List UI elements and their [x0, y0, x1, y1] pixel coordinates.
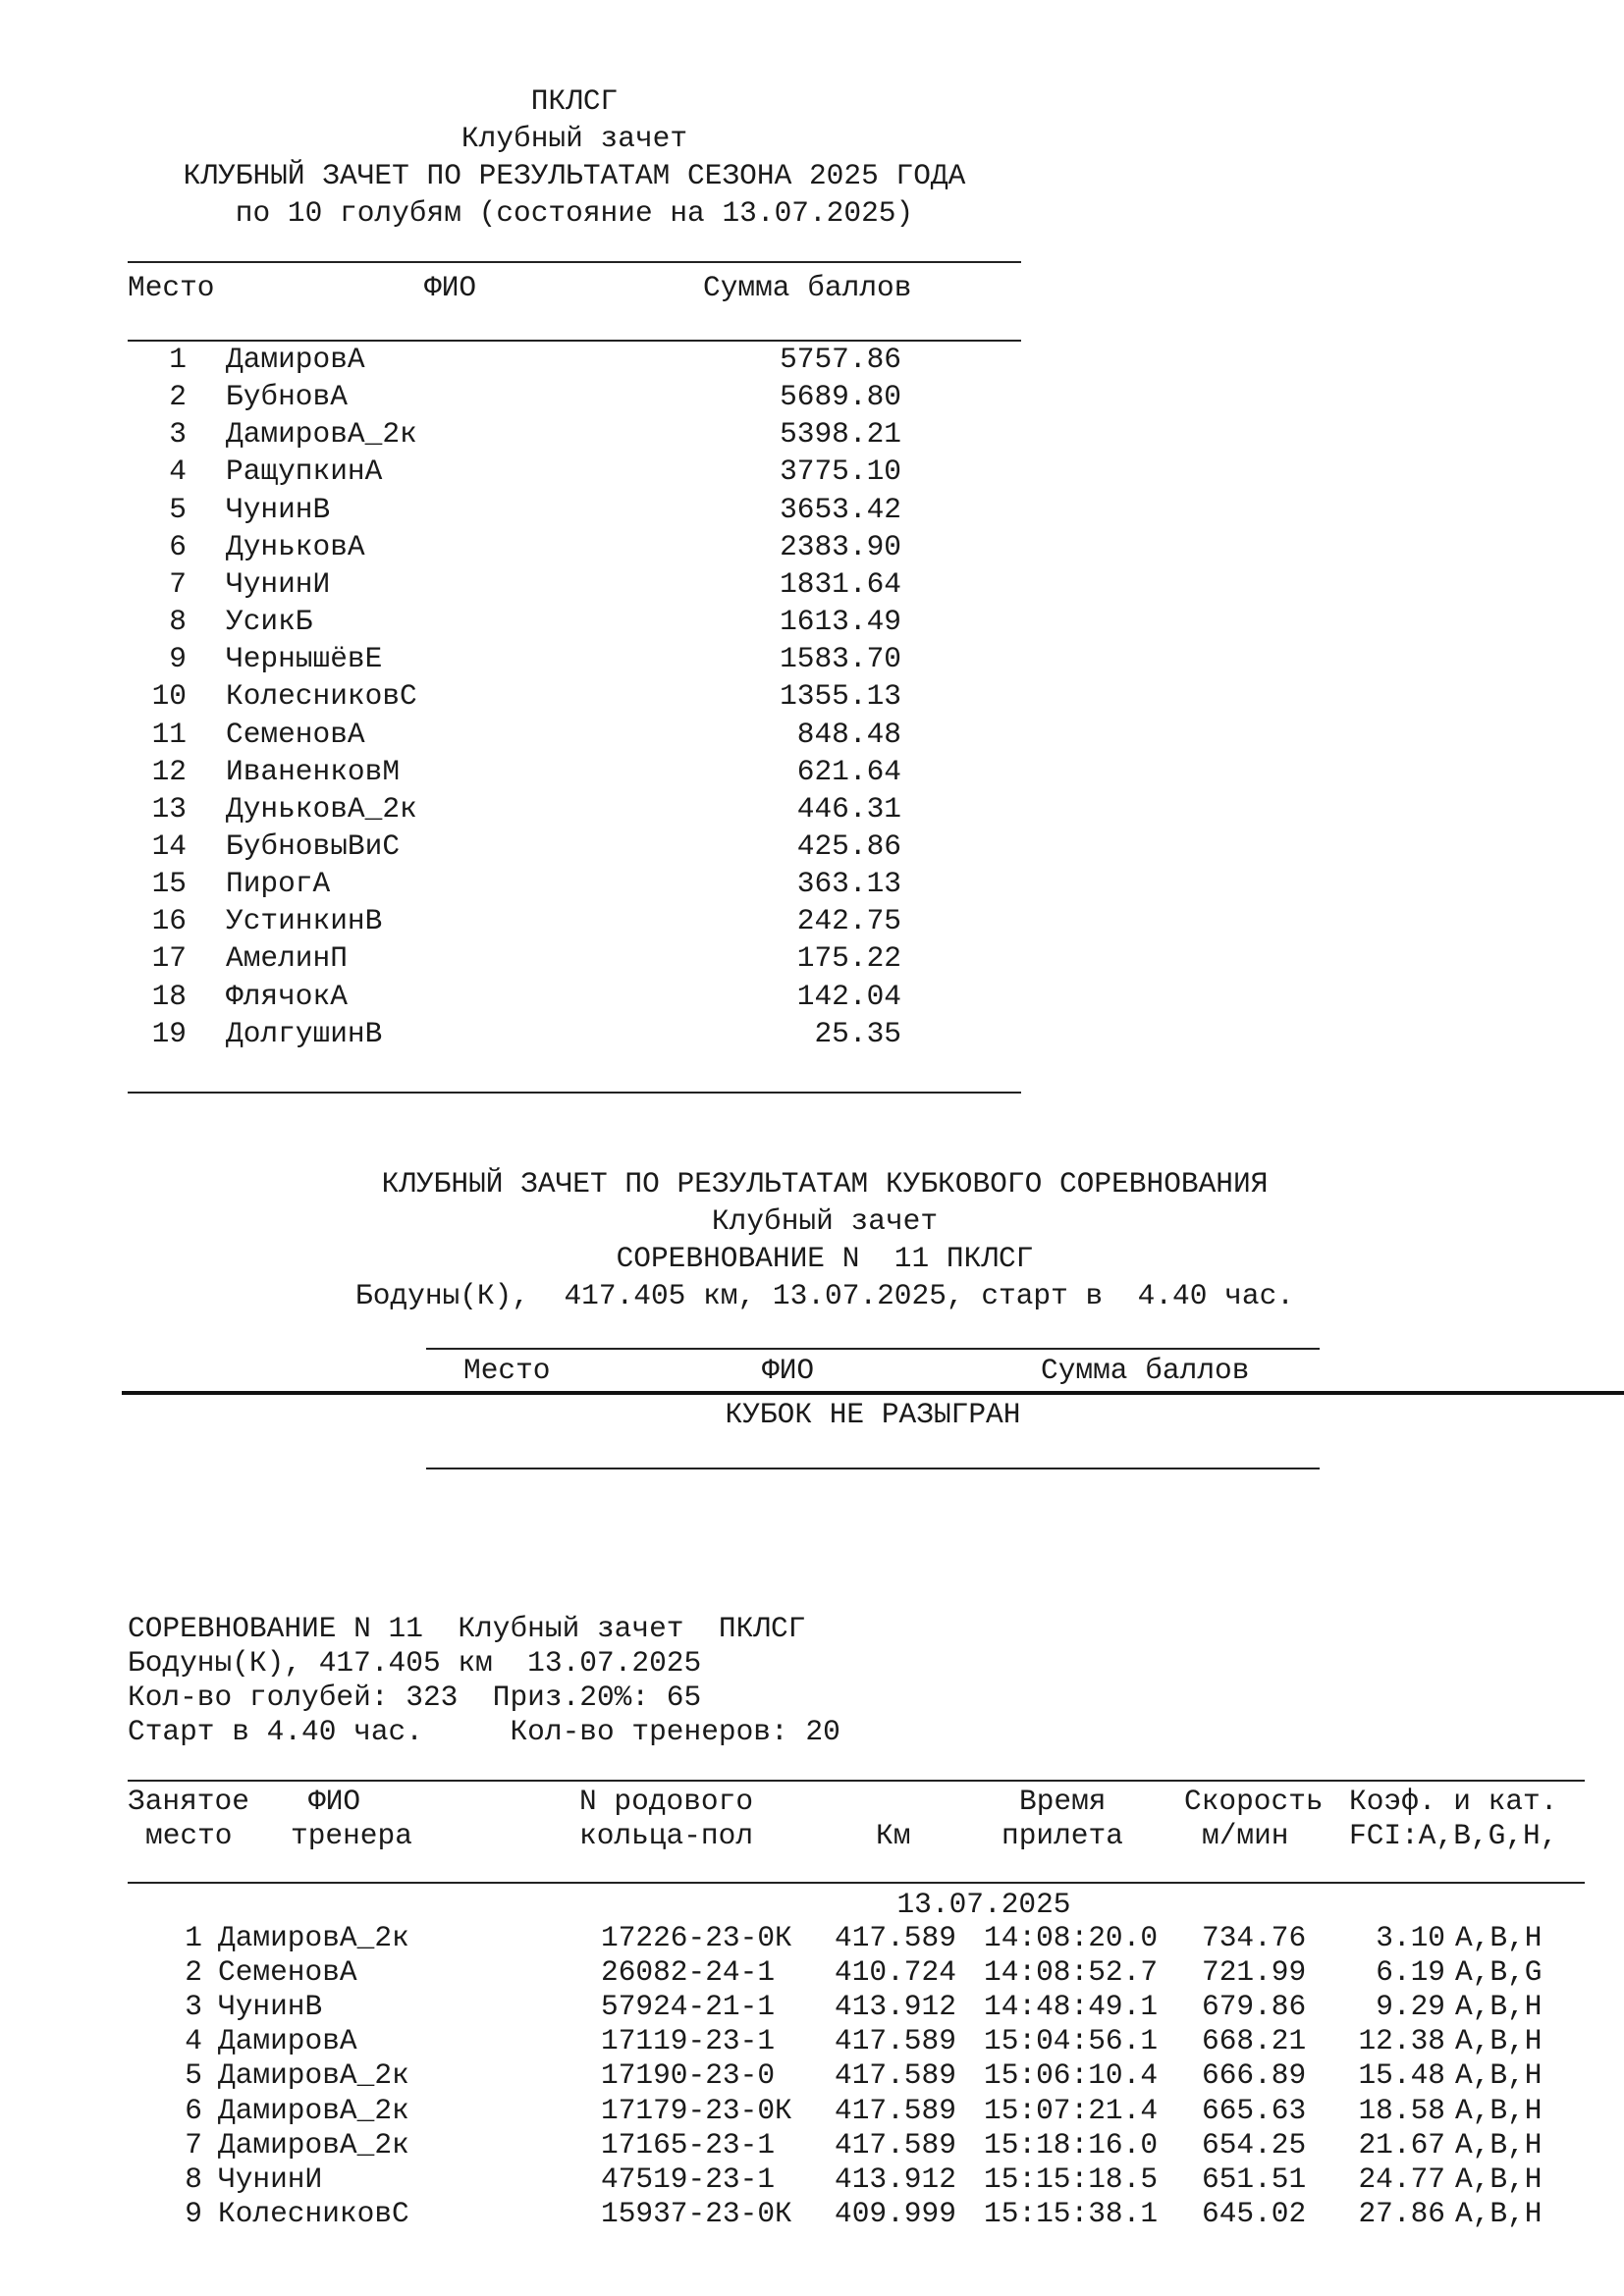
- season-row-score: 5398.21: [780, 417, 901, 452]
- comp-row-name: ДамировА_2к: [218, 1921, 409, 1954]
- season-row-place: 17: [151, 941, 187, 976]
- season-row: [0, 716, 1624, 753]
- comp-row-ring: 26082-24-1: [601, 1955, 776, 1990]
- cup-header-place: Место: [463, 1354, 551, 1387]
- season-row-place: 10: [151, 679, 187, 714]
- comp-header-name-2: тренера: [291, 1819, 412, 1852]
- comp-row-time: 15:04:56.1: [984, 2024, 1159, 2058]
- comp-row-ring: 17165-23-1: [601, 2127, 776, 2162]
- season-row: [0, 828, 1624, 865]
- comp-row-speed: 734.76: [1202, 1921, 1307, 1954]
- comp-row-place: 2: [185, 1955, 202, 1990]
- cup-header-score: Сумма баллов: [1041, 1354, 1250, 1387]
- comp-line3: Кол-во голубей: 323 Приз.20%: 65: [128, 1681, 702, 1714]
- comp-row-coef: 6.19: [1376, 1955, 1445, 1990]
- season-row-place: 9: [169, 642, 187, 676]
- comp-row: [0, 2092, 1624, 2126]
- comp-row: [0, 1953, 1624, 1988]
- comp-row-ring: 17179-23-0К: [601, 2093, 792, 2127]
- season-row: [0, 603, 1624, 640]
- season-row: [0, 640, 1624, 677]
- season-row-place: 7: [169, 566, 187, 601]
- comp-row-km: 417.589: [835, 2058, 956, 2093]
- comp-date: 13.07.2025: [896, 1888, 1071, 1921]
- season-row-name: ИваненковМ: [226, 754, 401, 788]
- season-row-name: ЧунинИ: [226, 566, 331, 601]
- season-title: КЛУБНЫЙ ЗАЧЕТ ПО РЕЗУЛЬТАТАМ СЕЗОНА 2025 ГОДА: [183, 159, 966, 192]
- season-row-score: 3775.10: [780, 454, 901, 489]
- cup-rule-bottom: [426, 1468, 1320, 1469]
- comp-header-km: Км: [876, 1819, 911, 1852]
- comp-row-ring: 17226-23-0К: [601, 1921, 792, 1954]
- comp-row-coef: 3.10: [1376, 1921, 1445, 1954]
- season-row: [0, 453, 1624, 490]
- comp-row-coef: 27.86: [1358, 2196, 1445, 2230]
- season-row-name: РащупкинА: [226, 454, 383, 489]
- season-header-name: ФИО: [424, 271, 477, 304]
- comp-row-ring: 17119-23-1: [601, 2024, 776, 2058]
- season-row-place: 1: [169, 343, 187, 376]
- season-row: [0, 677, 1624, 715]
- season-row-place: 13: [151, 791, 187, 826]
- season-row: [0, 565, 1624, 603]
- comp-row-name: ЧунинИ: [218, 2162, 323, 2196]
- comp-row-speed: 654.25: [1202, 2127, 1307, 2162]
- season-row-score: 446.31: [796, 791, 901, 826]
- season-row: [0, 753, 1624, 790]
- season-row-name: КолесниковС: [226, 679, 417, 714]
- season-row-place: 2: [169, 380, 187, 414]
- season-header-score: Сумма баллов: [703, 271, 912, 304]
- season-subtitle: Клубный зачет: [460, 122, 688, 155]
- comp-row-cat: А,В,Н: [1455, 2196, 1543, 2230]
- comp-row-km: 410.724: [835, 1955, 956, 1990]
- season-row-score: 142.04: [796, 979, 901, 1013]
- comp-row-place: 5: [185, 2058, 202, 2093]
- comp-row-km: 409.999: [835, 2196, 956, 2230]
- season-row: [0, 378, 1624, 415]
- season-row-score: 2383.90: [780, 529, 901, 563]
- comp-row-time: 15:15:38.1: [984, 2196, 1159, 2230]
- comp-row: [0, 2022, 1624, 2056]
- season-row-score: 175.22: [796, 941, 901, 976]
- season-row-place: 12: [151, 754, 187, 788]
- cup-rule-thick: [122, 1391, 1624, 1395]
- season-row-score: 848.48: [796, 717, 901, 751]
- comp-row-speed: 679.86: [1202, 1990, 1307, 2024]
- comp-row-name: ЧунинВ: [218, 1990, 323, 2024]
- comp-row-ring: 15937-23-0К: [601, 2196, 792, 2230]
- season-row: [0, 528, 1624, 565]
- season-row-name: ДамировА: [226, 343, 365, 376]
- comp-row-place: 4: [185, 2024, 202, 2058]
- cup-title: КЛУБНЫЙ ЗАЧЕТ ПО РЕЗУЛЬТАТАМ КУБКОВОГО СОРЕВНОВАНИЯ: [381, 1167, 1269, 1201]
- comp-row-name: ДамировА_2к: [218, 2127, 409, 2162]
- season-row-name: ФлячокА: [226, 979, 348, 1013]
- comp-header-coef-1: Коэф. и кат.: [1349, 1785, 1558, 1818]
- comp-row-cat: А,В,Н: [1455, 2024, 1543, 2058]
- comp-row-place: 7: [185, 2127, 202, 2162]
- season-row: [0, 865, 1624, 902]
- comp-row-speed: 651.51: [1202, 2162, 1307, 2196]
- season-row-score: 1831.64: [780, 566, 901, 601]
- season-row: [0, 978, 1624, 1015]
- comp-row-name: ДамировА: [218, 2024, 357, 2058]
- season-row-name: ПирогА: [226, 867, 331, 901]
- comp-row-speed: 668.21: [1202, 2024, 1307, 2058]
- season-row-name: ЧунинВ: [226, 492, 331, 526]
- comp-row-place: 8: [185, 2162, 202, 2196]
- comp-header-name-1: ФИО: [308, 1785, 361, 1818]
- season-rule-bottom: [128, 1092, 1021, 1094]
- comp-row-time: 15:06:10.4: [984, 2058, 1159, 2093]
- season-row-score: 1583.70: [780, 642, 901, 676]
- season-row-score: 25.35: [814, 1016, 901, 1050]
- comp-rule-top: [128, 1780, 1585, 1782]
- season-row-place: 18: [151, 979, 187, 1013]
- comp-header-place-2: место: [145, 1819, 233, 1852]
- season-row-name: ДолгушинВ: [226, 1016, 383, 1050]
- season-row: [0, 1015, 1624, 1052]
- comp-row-name: КолесниковС: [218, 2196, 409, 2230]
- season-row: [0, 491, 1624, 528]
- comp-row-name: ДамировА_2к: [218, 2058, 409, 2093]
- comp-row-speed: 721.99: [1202, 1955, 1307, 1990]
- cup-competition: СОРЕВНОВАНИЕ N 11 ПКЛСГ: [616, 1242, 1034, 1275]
- comp-header-time-1: Время: [1019, 1785, 1107, 1818]
- season-row: [0, 939, 1624, 977]
- season-row-place: 3: [169, 417, 187, 452]
- comp-header-speed-2: м/мин: [1202, 1819, 1289, 1852]
- comp-row: [0, 1919, 1624, 1953]
- comp-row: [0, 2056, 1624, 2091]
- season-header-place: Место: [128, 271, 215, 304]
- comp-row-cat: А,В,Н: [1455, 2058, 1543, 2093]
- comp-row-time: 15:18:16.0: [984, 2127, 1159, 2162]
- season-row-score: 5757.86: [780, 343, 901, 376]
- comp-row-cat: А,В,Н: [1455, 2127, 1543, 2162]
- comp-row: [0, 2161, 1624, 2195]
- season-row-name: ДуньковА_2к: [226, 791, 417, 826]
- comp-header-coef-2: FCI:A,B,G,H,: [1349, 1819, 1558, 1852]
- comp-row-cat: А,В,Н: [1455, 1990, 1543, 2024]
- comp-rule-header: [128, 1882, 1585, 1884]
- comp-row: [0, 2126, 1624, 2161]
- season-row-place: 5: [169, 492, 187, 526]
- season-row-place: 16: [151, 904, 187, 938]
- comp-row-time: 14:08:52.7: [984, 1955, 1159, 1990]
- comp-header-speed-1: Скорость: [1184, 1785, 1324, 1818]
- comp-row-cat: А,В,Н: [1455, 2093, 1543, 2127]
- season-row-place: 4: [169, 454, 187, 489]
- season-row: [0, 902, 1624, 939]
- comp-line4: Старт в 4.40 час. Кол-во тренеров: 20: [128, 1715, 840, 1748]
- comp-row-km: 417.589: [835, 2093, 956, 2127]
- cup-subtitle: Клубный зачет: [711, 1204, 939, 1238]
- season-row-score: 1613.49: [780, 605, 901, 639]
- comp-header-place-1: Занятое: [128, 1785, 249, 1818]
- season-row: [0, 790, 1624, 828]
- comp-row-time: 14:08:20.0: [984, 1921, 1159, 1954]
- season-row-name: ДуньковА: [226, 529, 365, 563]
- comp-row-speed: 666.89: [1202, 2058, 1307, 2093]
- season-row-name: СеменовА: [226, 717, 365, 751]
- comp-row-ring: 57924-21-1: [601, 1990, 776, 2024]
- season-row-place: 15: [151, 867, 187, 901]
- season-row-place: 19: [151, 1016, 187, 1050]
- comp-row-place: 9: [185, 2196, 202, 2230]
- season-row-name: БубновыВиС: [226, 828, 401, 863]
- comp-row-time: 14:48:49.1: [984, 1990, 1159, 2024]
- comp-header-ring-1: N родового: [579, 1785, 754, 1818]
- season-row-score: 5689.80: [780, 380, 901, 414]
- comp-header-ring-2: кольца-пол: [579, 1819, 754, 1852]
- season-row: [0, 415, 1624, 453]
- comp-row-coef: 18.58: [1358, 2093, 1445, 2127]
- comp-row: [0, 1988, 1624, 2022]
- comp-row-place: 3: [185, 1990, 202, 2024]
- comp-row-coef: 12.38: [1358, 2024, 1445, 2058]
- season-subtitle2: по 10 голубям (состояние на 13.07.2025): [235, 196, 914, 230]
- season-row-score: 3653.42: [780, 492, 901, 526]
- cup-status: КУБОК НЕ РАЗЫГРАН: [725, 1398, 1021, 1431]
- comp-row-name: ДамировА_2к: [218, 2093, 409, 2127]
- comp-row-km: 413.912: [835, 2162, 956, 2196]
- season-row-name: АмелинП: [226, 941, 348, 976]
- comp-row-cat: А,В,Н: [1455, 1921, 1543, 1954]
- comp-row-km: 417.589: [835, 2127, 956, 2162]
- comp-line2: Бодуны(К), 417.405 км 13.07.2025: [128, 1646, 702, 1680]
- season-row-score: 363.13: [796, 867, 901, 901]
- season-rule-top: [128, 261, 1021, 263]
- season-row-name: БубновА: [226, 380, 348, 414]
- comp-row-place: 1: [185, 1921, 202, 1954]
- comp-row-speed: 645.02: [1202, 2196, 1307, 2230]
- season-row-place: 11: [151, 717, 187, 751]
- season-row-place: 6: [169, 529, 187, 563]
- comp-row-km: 417.589: [835, 2024, 956, 2058]
- comp-row-coef: 15.48: [1358, 2058, 1445, 2093]
- comp-row-coef: 24.77: [1358, 2162, 1445, 2196]
- comp-row-speed: 665.63: [1202, 2093, 1307, 2127]
- comp-row-ring: 17190-23-0: [601, 2058, 776, 2093]
- comp-row-cat: А,В,G: [1455, 1955, 1543, 1990]
- season-row-score: 425.86: [796, 828, 901, 863]
- season-row: [0, 341, 1624, 378]
- comp-row-time: 15:07:21.4: [984, 2093, 1159, 2127]
- comp-row-place: 6: [185, 2093, 202, 2127]
- comp-row-km: 417.589: [835, 1921, 956, 1954]
- comp-row-coef: 21.67: [1358, 2127, 1445, 2162]
- cup-rule-top: [426, 1348, 1320, 1350]
- season-row-place: 14: [151, 828, 187, 863]
- season-row-score: 1355.13: [780, 679, 901, 714]
- cup-details: Бодуны(К), 417.405 км, 13.07.2025, старт в 4.40 час.: [355, 1279, 1294, 1312]
- cup-header-name: ФИО: [762, 1354, 815, 1387]
- comp-line1: СОРЕВНОВАНИЕ N 11 Клубный зачет ПКЛСГ: [128, 1612, 806, 1645]
- comp-row-name: СеменовА: [218, 1955, 357, 1990]
- comp-row-time: 15:15:18.5: [984, 2162, 1159, 2196]
- comp-row: [0, 2195, 1624, 2229]
- season-row-name: УсикБ: [226, 605, 313, 639]
- season-row-name: ДамировА_2к: [226, 417, 417, 452]
- comp-row-cat: А,В,Н: [1455, 2162, 1543, 2196]
- comp-row-km: 413.912: [835, 1990, 956, 2024]
- season-row-score: 621.64: [796, 754, 901, 788]
- comp-row-coef: 9.29: [1376, 1990, 1445, 2024]
- season-row-name: УстинкинВ: [226, 904, 383, 938]
- season-org: ПКЛСГ: [530, 84, 619, 118]
- comp-row-ring: 47519-23-1: [601, 2162, 776, 2196]
- comp-header-time-2: прилета: [1001, 1819, 1123, 1852]
- season-row-name: ЧернышёвЕ: [226, 642, 383, 676]
- season-row-place: 8: [169, 605, 187, 639]
- season-row-score: 242.75: [796, 904, 901, 938]
